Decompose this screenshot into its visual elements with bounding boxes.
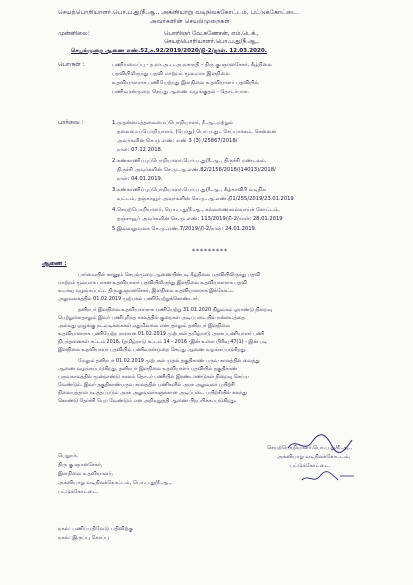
recipient-line: அக்னியாறு வடிநிலக்கோட்டம், பொ.ப.து/நீ.ஆ., <box>58 480 172 486</box>
copy-line: நகல்: பணிப்பதிவேடு பதிவிற்கு <box>58 526 133 532</box>
recipient-label: பெறுநர், <box>58 453 78 459</box>
order-line: ஆணை வழங்கப்படுகிறது. தனிநபர் இளநிலை உதவியாளர் பதவியில் தகுதிகாண் <box>58 366 238 372</box>
signatory-place: பட்டுக்கோட்டை. <box>290 463 331 469</box>
recipient-line: இளநிலை உதவியாளர், <box>58 471 114 477</box>
reference-line: அவர்களின் செ.மு.எண்: எண் 3 (3) /25867/2018/ <box>117 138 238 144</box>
signature-scribble <box>282 430 362 490</box>
reference-line: 2.கண்காணிப்புப்பொறியாளர்.பொ.ப.து/நீ.ஆ., திருச்சி மண்டலம், <box>112 158 267 164</box>
order-line: இளநிலை உதவியாளர் பதவியில் பணிவரன்முறை செய்து ஆணை வழங்கப்படுகிறது. <box>58 347 247 353</box>
reference-line: 1.முதன்மைத்தலைமைப்பொறியாளர், நீ.ஆ.,மற்றும் <box>112 120 234 126</box>
subject-line: பணியமைப்பு - த.நா.அ.ப.அ.நசாநதி - திரு கு.ஞானசேகர், கீழ்நிலை <box>112 62 272 68</box>
subject-line: பணிவரன்முறை செய்து ஆணை வழங்குதல் - தொடர்பாக. <box>112 89 249 95</box>
present-name: பொறிஞர் வே.கணேசன், எம்.டெக்., <box>164 31 259 37</box>
office-header: செயற்பொறியாளர்.பொ.ப.து/நீ.ஆ., அக்னியாறு வடிநிலக்கோட்டம், பட்டுக்கோட்டை. <box>58 9 299 16</box>
order-line: பருவகாலத்தில் மூன்றாண்டு காலம் தொடர் பணியில் இரண்டாண்டுகள் நிறைவு செய்ய <box>58 374 249 380</box>
copy-line: நகல்: இருப்பு கோப்பு <box>58 535 110 541</box>
reference-line: தஞ்சாவூர் அவர்களின் செ.மு.எண்: 113/2019/நி-2/நாள்: 28.01.2019 <box>117 216 283 222</box>
order-heading: ஆணை : <box>42 261 67 267</box>
order-line: கொண்டு தேர்ச்சி பெற வேண்டும் என அறிவுறுத்தி ஆணை பிறப்பிக்கப்படுகிறது. <box>58 398 237 404</box>
subject-line: பதவியிலிருந்து பதவி மாற்றம் மூலமாக இளநிலை <box>112 71 230 77</box>
order-line: தனிநபர் இளநிலை உதவியாளராக பணியேற்று 31.01.2020 நிறுவகம் ஓராண்டு நிறைவு <box>78 307 273 313</box>
proceedings-title: அவர்களின் செயல்முறைகள் <box>150 18 230 25</box>
order-line: நிலையத்தால் நடத்தப்படும் அரசு அலுவலர்களுக்கான அடிப்படை பயிற்சியில் கலந்து <box>58 390 247 396</box>
reference-line: திருச்சி அவர்களின் செ.மு.ஆ.எண்.82/2156/2018/(14013)/2018/ <box>117 167 276 173</box>
order-line: அல்லது ஒழுங்கு நடவடிக்கைகள் ஏதுமில்லை என்பதாலும் தனிநபர் இளநிலை <box>58 323 230 329</box>
order-line: மேலும் தனிநபர் 01.02.2019 முற்பகல் முதல் தகுதிகாண் பருவ காலத்தில் வைத்து <box>78 358 260 364</box>
order-line: உதவியாளராக பணியேற்ற நாளான 01.02.2019 முற்பகல் தமிழ்நாடு அரசுப்பணியாளர் பணி <box>58 331 264 337</box>
reference-line: நாள்: 07.12.2018. <box>117 147 163 153</box>
order-line: வேண்டும். இவர் தகுதிகாண்பருவ காலத்தில் பணிகளில் அரசு அலுவலர் பயிற்சி <box>58 382 235 388</box>
order-line: பார்வையில் காணும் செயல்முறை ஆணையின்படி கீழ்நிலை பதவியிலிருந்து பதவி <box>78 272 260 278</box>
subject-label: பொருள் : <box>58 62 85 68</box>
signatory-designation: செயற்பொறியாளர்.பொ.ப.து/நீ.ஆ., <box>267 445 353 451</box>
order-line: உயர்வு வழங்கப்பட்ட திரு.கு.ஞானசேகர், இளநிலை உதவியாளராக இக்கோட்ட <box>58 288 234 294</box>
subject-line: உதவியாளராக பணியேற்றது இளநிலை உதவியாளர் பதவியில் <box>112 80 259 86</box>
order-line: நிபந்தனைகள் சட்டம் 2016, (தமிழ்நாடு சட்டம் 14 - 2016 -இன் உள்ள பிரிவு 47(1) - இன் படி <box>58 339 268 345</box>
present-designation: செயற்பொறியாளர்.பொ.ப.து/நீ.ஆ., <box>164 39 259 45</box>
recipient-line: பட்டுக்கோட்டை. <box>58 489 99 495</box>
reference-line: 5.இவ்வலுவலக செ.மு.எண்.7/2019/நி-2/நாள்: 24.01.2019. <box>112 226 257 232</box>
reference-line: நாள்: 04.01.2019. <box>117 176 163 182</box>
reference-line: 4.செயற்பொறியாளர், பொ.ப.து/நீ.ஆ., கல்லணைகால்வாய்க் கோட்டம், <box>112 207 280 213</box>
signatory-office: அக்னியாறு வடிநிலக்கோட்டம், <box>277 454 351 460</box>
reference-line: 3.கண்காணிப்புப்பொறியாளர்.பொ.ப.து/நீ.ஆ., கீழ்காவிரி வடிநில <box>112 187 267 193</box>
reference-line: வட்டம், தஞ்சாவூர் அவர்களின் செ.மு.ஆ.எண்.நி1/255/2019/23.01.2019 <box>117 196 294 202</box>
order-line: அலுவலகத்தில் 01.02.2019 முற்பகல் பணியேற்றுக்கொண்டார். <box>58 296 200 302</box>
present-label: முன்னிலை: <box>58 31 90 37</box>
order-line: மாற்றம் மூலமாக பாசன உதவியாளர் பதவியிலிருந்து இளநிலை உதவியாளராக பதவி <box>58 280 247 286</box>
reference-label: பார்வை : <box>58 120 84 126</box>
reference-number: செயல்முறை ஆணை எண்.52,க.92/2019/2020/நி-2/நாள். 12.03.2020. <box>71 48 267 54</box>
reference-line: தலைமைப்பொறியாளர், (பொது) பொ.ப.து., சேப்பாக்கம், சென்னை <box>117 129 277 135</box>
separator-stars: ********* <box>192 248 228 255</box>
order-line: பெற்றுள்ளதாலும் இவர் பணிபுரிந்த காலத்தில் குறைகள் அடிப்படையில் நன்னடத்தை <box>58 315 245 321</box>
recipient-line: திரு கு.ஞானசேகர், <box>58 462 103 468</box>
